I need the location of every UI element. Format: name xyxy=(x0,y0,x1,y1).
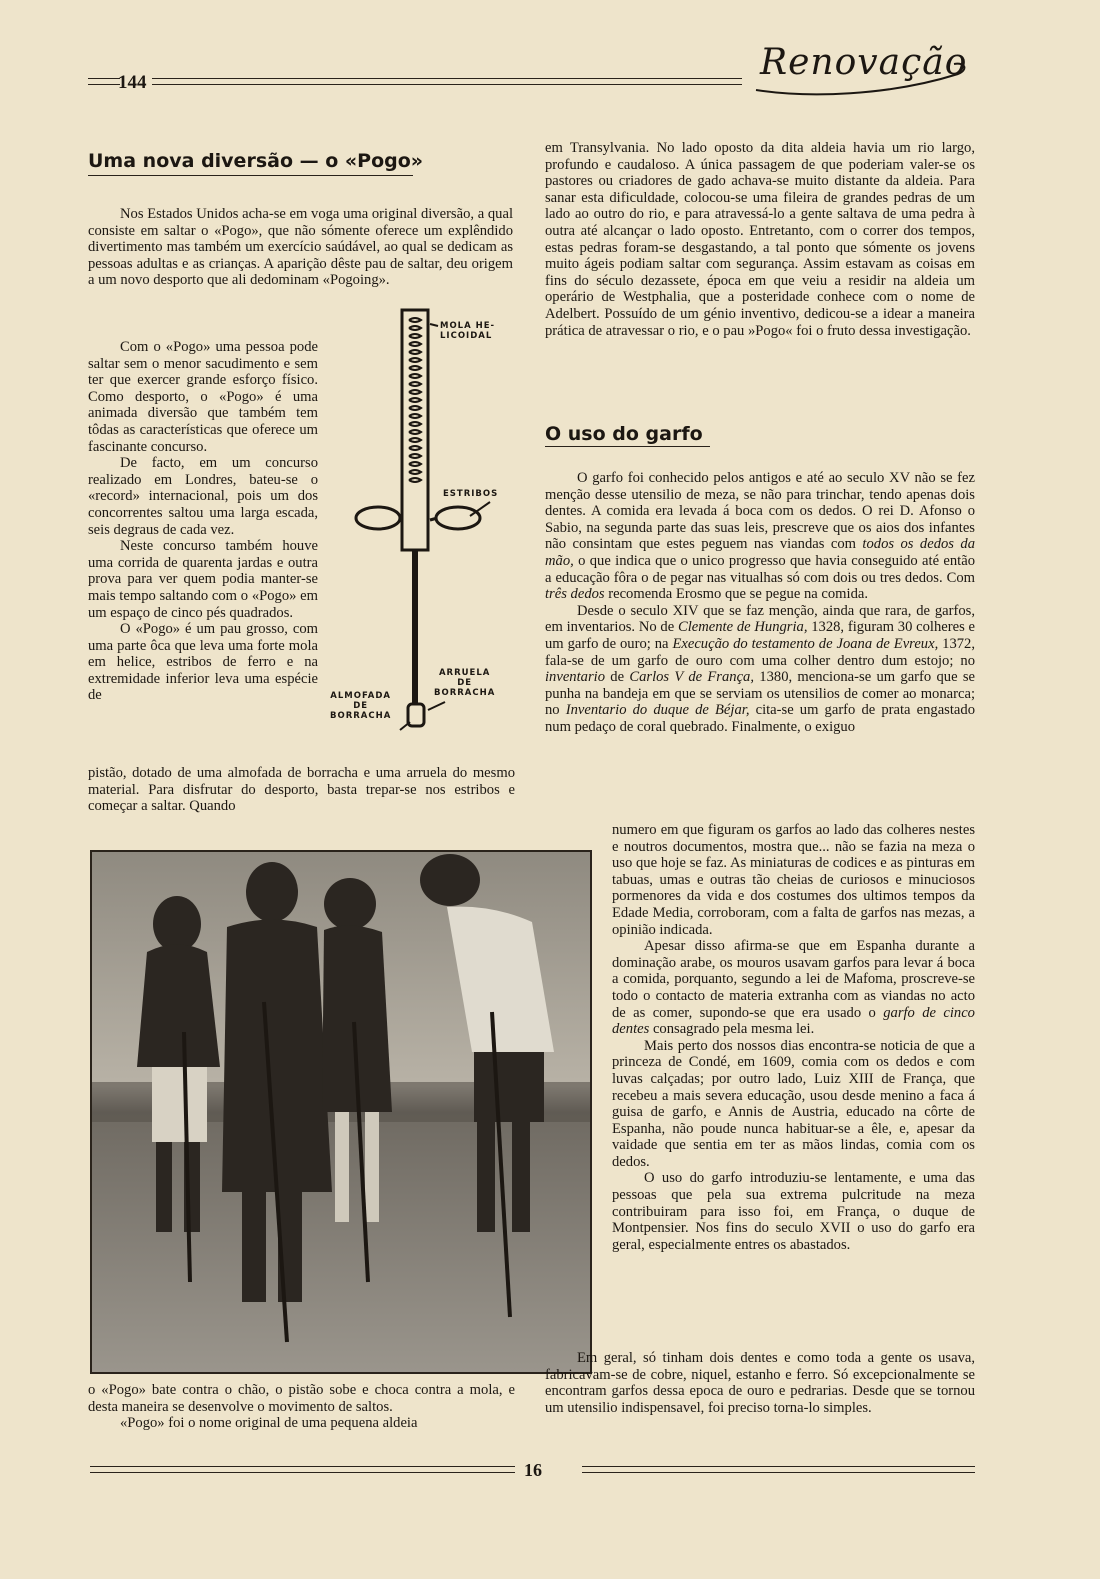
article1-intro-block xyxy=(88,206,513,289)
text-run: recomenda Erosmo que se pegue na comida. xyxy=(604,586,868,603)
article1-continuation xyxy=(88,765,515,815)
article2-paragraph: Em geral, só tinham dois dentes e como toda a gente os usava, fabricavam-se de cobre, niquel, estanho e ferro. Só excepcionalmente se encontram garfos dessa epoca de ouro e pedrarias. Desde que se tornou um utensilio indispensavel, foi preciso torna-lo simples. xyxy=(545,1350,975,1416)
footrest-left xyxy=(356,507,400,529)
article1-paragraph: «Pogo» foi o nome original de uma pequena aldeia xyxy=(120,1415,418,1432)
text-run: o que indica que o unico progresso que havia conseguido até então a educação fôra o de pegar nas vitualhas só com dois ou tres dedos. Com xyxy=(545,552,975,586)
article1-paragraph: o «Pogo» bate contra o chão, o pistão sobe e choca contra a mola, e desta maneira se desenvolve o movimento de saltos. xyxy=(88,1382,515,1415)
article1-narrow-block xyxy=(88,339,318,704)
article1-after-photo xyxy=(88,1382,515,1432)
italic-run: garfo de cinco dentes xyxy=(612,1004,975,1038)
article2-paragraph: Mais perto dos nossos dias encontra-se noticia de que a princeza de Condé, em 1609, comia com os dedos e com luvas calçadas; por outro lado, Luiz XIII de França, que recebeu a mais severa educação, usou desde menino a faca á guisa de garfo, e Annis de Austria, educado na côrte de Espanha, não poude nunca habituar-se a êle, e, apesar da vaidade que sentia em ter as mãos lindas, comia com os dedos. xyxy=(612,1037,975,1170)
article1-paragraph: De facto, em um concurso realizado em Londres, bateu-se o «record» internacional, pois um dos concorrentes saltou uma larga escada, seis degraus de cada vez. xyxy=(88,455,318,538)
masthead-logo-swash xyxy=(748,40,970,98)
article2-paragraph xyxy=(545,603,975,736)
footer-rule-right xyxy=(582,1466,975,1473)
article2-block-wide xyxy=(545,470,975,736)
header-rule-left-top xyxy=(88,78,120,79)
italic-run: Clemente de Hungria, xyxy=(677,619,808,636)
article1-paragraph: Nos Estados Unidos acha-se em voga uma original diversão, a qual consiste em saltar o «Pogo», que não sómente oferece um explêndido divertimento mas também um exercício saúdável, ao qual se dedicam as pessoas adultas e as crianças. A aparição dêste pau de saltar, deu origem a um novo desporto que ali dedominam «Pogoing». xyxy=(88,206,513,289)
article2-paragraph xyxy=(545,470,975,603)
label-helical-spring: MOLA HE- LICOIDAL xyxy=(440,321,496,341)
footer-page-number: 16 xyxy=(524,1460,542,1480)
text-run: Desde o seculo XIV que se faz menção, ainda que rara, de garfos, em inventarios. No de xyxy=(545,602,975,636)
helical-spring xyxy=(409,318,421,482)
italic-run: inventario xyxy=(545,669,605,686)
header-page-number: 144 xyxy=(118,72,147,93)
footer-rule-left xyxy=(90,1466,515,1473)
article2-paragraph: numero em que figuram os garfos ao lado das colheres nestes e noutros documentos, mostra que... não se fazia na meza o uso que hoje se faz. As miniaturas de codices e as pinturas em tabuas, umas e outras tão cheias de curiosos e minuciosos pormenores da vida e dos costumes dos ultimos tempos da Edade Media, corroboram, com a falta de garfos nas mezas, a opinião indicada. xyxy=(612,822,975,938)
italic-run: todos os dedos da mão, xyxy=(545,536,975,569)
title-underline xyxy=(545,446,710,447)
article1-paragraph: Com o «Pogo» uma pessoa pode saltar sem o menor sacudimento e sem ter que exercer grande esforço físico. Como desporto, o «Pogo» é uma animada diversão que também tem tôdas as características que oferece um fascinante concurso. xyxy=(88,339,318,455)
text-run: Apesar disso afirma-se que em Espanha durante a dominação arabe, os mouros usavam garfos para levar á boca a comida, porquanto, segundo a lei de Mafoma, proscreve-se todo o contacto de materia extranha com as viandas no acto de as comer, supondo-se que era usado o xyxy=(612,938,975,1021)
italic-run: Inventario do duque de Béjar, xyxy=(565,702,750,719)
text-run: O garfo foi conhecido pelos antigos e até ao seculo XV não se fez menção desse utensilio de meza, se não para trinchar, tendo apenas dois dentes. A comida era levada á boca com os dedos. O rei D. Afonso o Sabio, na segunda parte das suas leis, prescreve que os aios dos infantes não consintam que estes peguem nas viandas com xyxy=(545,470,975,553)
italic-run: Carlos V de França, xyxy=(629,669,755,686)
header-rule-left-bottom xyxy=(88,84,120,85)
article1-paragraph: em Transylvania. No lado oposto da dita aldeia havia um rio largo, profundo e caudaloso. A única passagem de que poderiam valer-se os pastores ou criadores de gado achava-se muito distante da aldeia. Para sanar esta dificuldade, colocou-se uma fileira de grandes pedras de um lado ao outro do rio, e para atravessá-lo a gente saltava de uma pedra à outra até alcançar o lado oposto. Entretanto, com o correr dos tempos, estas pedras foram-se desgastando, a tal ponto que sómente os jovens muito ágeis podiam saltar com segurança. Assim estavam as coisas em fins do século dezassete, época em que veiu a residir na aldeia um operário de Westphalia, que a posteridade conhece com o nome de Adelbert. Possuído de um génio inventivo, dedicou-se a idear a maneira prática de atravessar o rio, e o pau »Pogo« foi o fruto dessa investigação. xyxy=(545,140,975,339)
italic-run: três dedos xyxy=(545,586,605,603)
article1-paragraph: pistão, dotado de uma almofada de borracha e uma arruela do mesmo material. Para disfrutar do desporto, basta trepar-se nos estribos e começar a saltar. Quando xyxy=(88,765,515,815)
article1-paragraph: O «Pogo» é um pau grosso, com uma parte ôca que leva uma forte mola em helice, estribos de ferro e na extremidade inferior leva uma espécie de xyxy=(88,621,318,704)
article2-block-indented xyxy=(612,822,975,1253)
text-run: 1328, figuram 30 colheres e um garfo de ouro; na xyxy=(545,619,975,652)
header-rule xyxy=(152,78,742,85)
text-run: 1380, menciona-se um garfo que se punha na bandeja em que se serviam os utensilios de comer ao monarca; no xyxy=(545,669,975,719)
article1-paragraph: Neste concurso também houve uma corrida de quarenta jardas e outra prova para ver quem podia manter-se mais tempo saltando com o «Pogo» em um espaço de cinco pés quadrados. xyxy=(88,538,318,621)
masthead-logo: Renovação xyxy=(760,42,968,83)
text-run: cita-se um garfo de prata engastado num pedaço de coral quebrado. Finalmente, o exiguo xyxy=(545,702,975,735)
label-rubber-washer: ARRUELA DE BORRACHA xyxy=(434,668,496,698)
label-rubber-cushion: ALMOFADA DE BORRACHA xyxy=(330,691,392,721)
title-underline xyxy=(88,175,413,176)
article-title-fork: O uso do garfo xyxy=(545,423,703,445)
footrest-right xyxy=(436,507,480,529)
italic-run: Execução do testamento de Joana de Evreux, xyxy=(672,635,939,652)
photo-children-on-pogo-sticks xyxy=(90,850,592,1374)
photo-illustration xyxy=(92,852,590,1372)
article2-paragraph: O uso do garfo introduziu-se lentamente, e uma das pessoas que pela sua extrema pulcritude na meza contribuiram para isso foi, em França, o duque de Montpensier. Nos fins do seculo XVII o uso do garfo era geral, especialmente entres os abastados. xyxy=(612,1170,975,1253)
text-run: 1372, fala-se de um garfo de ouro com uma colher dentro dum estojo; no xyxy=(545,635,975,669)
article2-block-end xyxy=(545,1350,975,1416)
label-footrests: ESTRIBOS xyxy=(443,489,499,499)
article2-paragraph xyxy=(612,938,975,1038)
column2-top xyxy=(545,140,975,339)
text-run: de xyxy=(605,669,630,686)
text-run: consagrado pela mesma lei. xyxy=(649,1021,815,1038)
article-title-pogo: Uma nova diversão — o «Pogo» xyxy=(88,150,424,172)
